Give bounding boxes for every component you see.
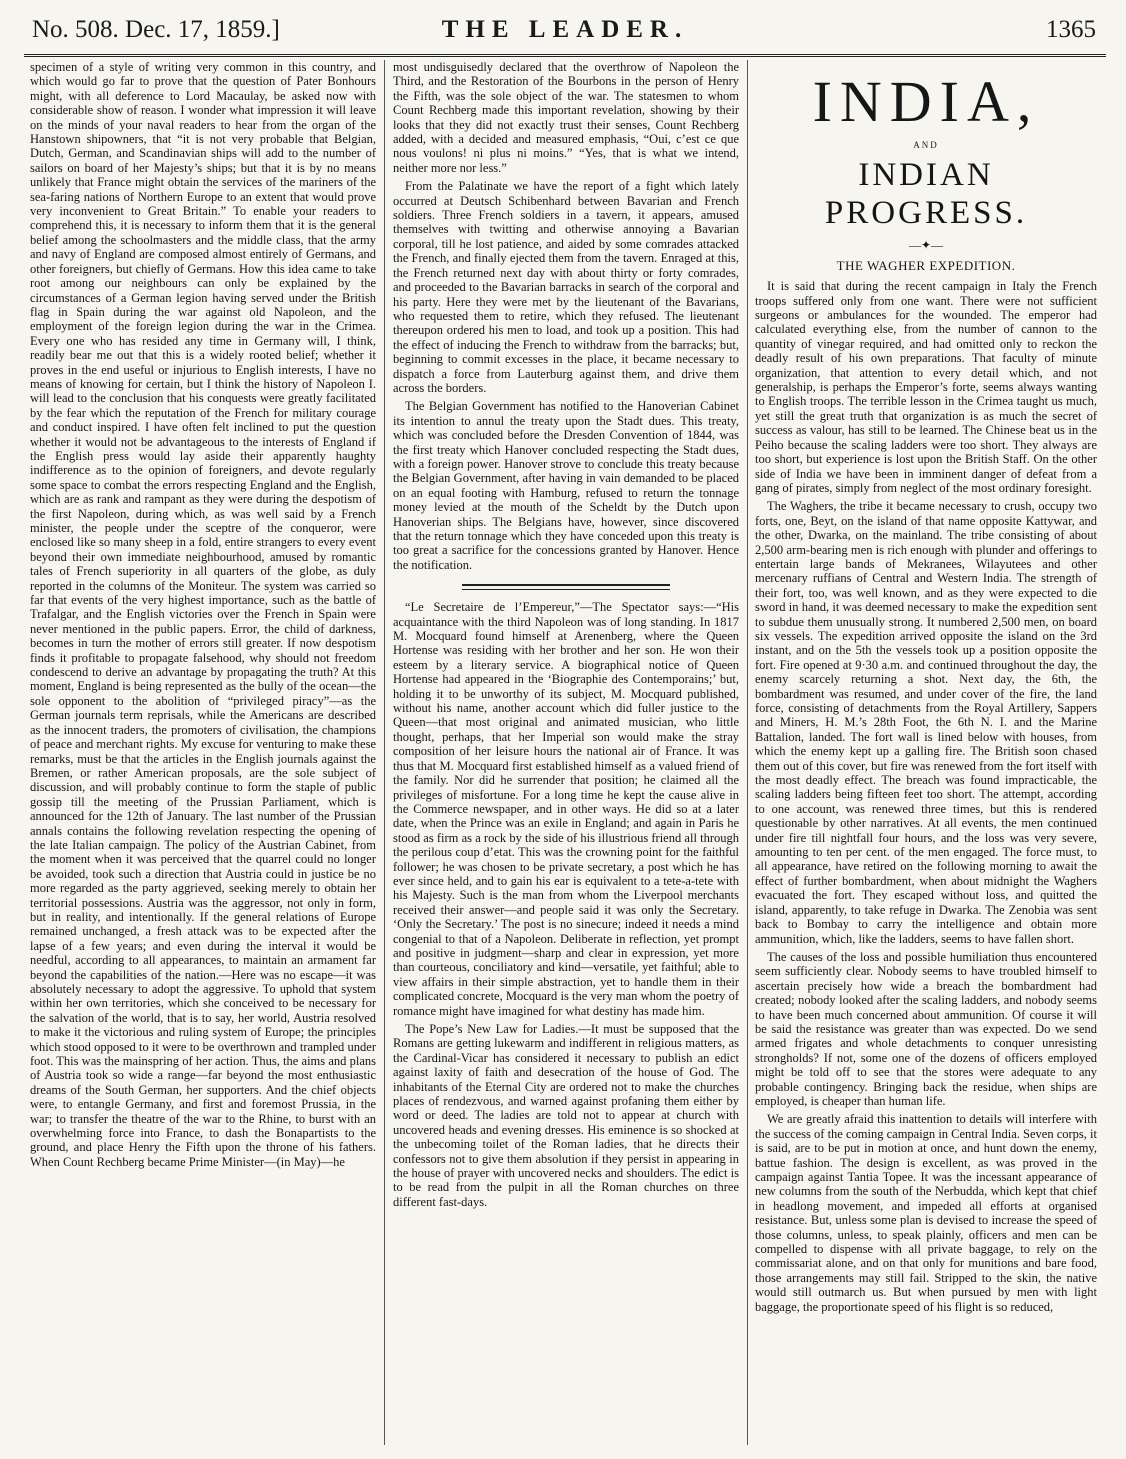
masthead [24, 14, 1106, 57]
ornament-divider: —✦— [908, 238, 944, 253]
column-left [30, 60, 376, 1445]
section-title: INDIA, [812, 69, 1040, 134]
article-paragraph: “Le Secretaire de l’Empereur,”—The Spectator says:—“His acquaintance with the third Napoleon was of long standing. In 1817 M. Mocquard found himself at Arenenberg, where the Queen Hortense was residing with her brother and her son. He won their esteem by a literary service. A biographical notice of Queen Hortense had appeared in the ‘Biographie des Contemporains;’ but, holding it to be unworthy of its subject, M. Mocquard published, without his name, another account which did fuller justice to the Queen—that most original and animated musician, who little thought, perhaps, that her Imperial son would make the stray composition of her leisure hours the national air of France. It was thus that M. Mocquard first established himself as a valued friend of the family. Nor did he surrender that position; he claimed all the privileges of misfortune. For a long time he kept the cause alive in the Commerce newspaper, and in other ways. He did so at a later date, when the Prince was an exile in England; and again in Paris he stood as firm as a rock by the side of his illustrious friend all through the perilous coup d’etat. This was the crowning point for the faithful follower; he was chosen to be private secretary, a post which he has ever since held, and to gain his ear is equivalent to a tete-a-tete with his Majesty. Such is the man from whom the Liverpool merchants received their answer—and people said it was only the Secretary. ‘Only the Secretary.’ The post is no sinecure; indeed it needs a mind congenial to that of a Napoleon. Deliberate in reflection, yet prompt and positive in judgment—sharp and clear in expression, yet more than courteous, conciliatory and kind—versatile, yet faithful; able to view affairs in their simple abstraction, yet to handle them in their complicated concrete, Mocquard is the very man whom the poetry of romance might have imagined for what destiny has made him. [393, 600, 739, 1018]
column-right [755, 60, 1097, 1445]
page-number: 1365 [1046, 16, 1096, 43]
article-paragraph: The causes of the loss and possible humiliation thus encountered seem sufficiently clear. Nobody seems to have troubled himself to ascertain precisely how wide a breach the bombardment had created; nobody looked after the scaling ladders, and nobody seems to have been much concerned about ammunition. Of course it will be said the resistance was greater than was expected. Do we send armed frigates and whole detachments to conquer unresisting strongholds? If not, some one of the dozens of officers employed might be told off to see that the stores were adequate to any probable contingency. Bringing back the residue, when ships are employed, is cheaper than human life. [755, 949, 1097, 1108]
article-paragraph: We are greatly afraid this inattention to details will interfere with the success of the coming campaign in Central India. Seven corps, it is said, are to be put in motion at once, and hunt down the enemy, battue fashion. The design is excellent, as was proved in the campaign against Tantia Topee. It was the incessant appearance of new columns from the south of the Nerbudda, which kept that chief in headlong movement, and impeded all efforts at organised resistance. But, unless some plan is devised to increase the speed of those columns, unless, to speak plainly, officers and men can be compelled to dispense with all private baggage, to rely on the commissariat alone, and on that only for munitions and bare food, those arrangements may still fail. Stripped to the skin, the native would still outmarch us. But when pursued by men with light baggage, the proportionate speed of his flight is so reduced, [755, 1112, 1097, 1314]
section-separator [462, 584, 670, 590]
article-paragraph: The Belgian Government has notified to the Hanoverian Cabinet its intention to annul the treaty upon the Stadt dues. This treaty, which was concluded before the Dresden Convention of 1844, was the first treaty which Hanover concluded respecting the Stadt dues, with a foreign power. Hanover strove to conclude this treaty because the Belgian Government, after having in vain demanded to be placed on an equal footing with Hamburg, refused to return the tonnage money levied at the mouth of the Scheldt by the Dutch upon Hanoverian ships. The Belgians have, however, since discovered that the return tonnage which they have conceded upon this treaty is too great a sacrifice for the concessions granted by Hanover. Hence the notification. [393, 399, 739, 572]
section-subtitle: INDIAN PROGRESS. [824, 157, 1028, 232]
article-paragraph: specimen of a style of writing very common in this country, and which would go far to prove that the question of Pater Bonhours might, with all deference to Lord Macaulay, be asked now with considerable show of reason. I wonder what impression it will leave on the minds of your naval readers to hear from the organ of the Hanstown shipowners, that “it is not very probable that Belgian, Dutch, German, and Scandinavian ships will add to the number of sailors on board of her Majesty’s ships; but that it is by no means unlikely that France might obtain the services of the mariners of the sea-faring nations of Northern Europe to an extent that would prove very inconvenient to Great Britain.” To enable your readers to comprehend this, it is necessary to inform them that it is the general belief among the schoolmasters and the middle class, that the army and navy of England are composed almost entirely of Germans, and other foreigners, but chiefly of Germans. How this idea came to take root among our neighbours can only be explained by the circumstances of a German legion having served under the British flag in Spain during the war against old Napoleon, and the employment of the foreign legion during the war in the Crimea. Every one who has resided any time in Germany will, I think, readily bear me out that this is a widely rooted belief; whether it proves in the end useful or injurious to English interests, I have no means of knowing for certain, but I think the history of Napoleon I. will lead to the conclusion that his conquests were greatly facilitated by the fear which the reputation of the French for military courage and conduct inspired. I have often felt inclined to put the question whether it would not be advantageous to the interests of England if the English press would lay aside their apparently haughty indifference as to the opinion of foreigners, and devote regularly some space to combat the errors respecting England and the English, which are as rank and rampant as they were during the despotism of the first Napoleon, during which, as was well said by a French minister, the people under the sceptre of the conqueror, were enclosed like so many sheep in a fold, entire strangers to every event beyond their own immediate neighbourhood, amused by romantic tales of French superiority in all quarters of the globe, as duly reported in the columns of the Moniteur. The system was carried so far that events of the very highest importance, such as the battle of Trafalgar, and the English victories over the French in Spain were never mentioned in the public papers. Error, the child of darkness, becomes in turn the mother of errors still greater. If now despotism finds it profitable to propagate falsehood, why should not freedom condescend to derive an advantage by propagating the truth? At this moment, England is being represented as the bully of the ocean—the sole opponent to the abolition of “privileged piracy”—as the German journals term reprisals, while the Americans are described as the innocent traders, the promoters of civilisation, the champions of peace and merchant rights. My excuse for venturing to make these remarks, must be that the articles in the English journals against the Bremen, or rather American proposals, are the sole subject of discussion, and will probably continue to form the staple of public gossip till the meeting of the Prussian Parliament, which is announced for the 12th of January. The last number of the Prussian annals contains the following revelation respecting the opening of the late Italian campaign. The policy of the Austrian Cabinet, from the moment when it was perceived that the quarrel could no longer be avoided, took such a direction that Austria could in justice be no more regarded as the party aggrieved, seeking merely to obtain her territorial possessions. Austria was the aggressor, not only in form, but in reality, and intentionally. If the general relations of Europe remained unchanged, a fresh attack was to be expected after the lapse of a few years; and even during the interval it would be needful, according to all appearances, to maintain an armament far beyond the capabilities of the nation.—Here was no escape—it was absolutely necessary to adopt the aggressive. To uphold that system within her own territories, which she conceived to be necessary for the salvation of the world, that is to say, her world, Austria resolved to make it the victorious and ruling system of Europe; the principles which stood opposed to it were to be overthrown and trampled under foot. This was the mainspring of her action. Thus, the aims and plans of Austria took so wide a range—far beyond the most enthusiastic dreams of the South German, her supporters. And the chief objects were, to entangle Germany, and first and foremost Prussia, in the war; to transfer the theatre of the war to the Rhine, to burst with an overwhelming force into France, to dash the Bonapartists to the ground, and place Henry the Fifth upon the throne of his fathers. When Count Rechberg became Prime Minister—(in May)—he [30, 60, 376, 1169]
article-paragraph: From the Palatinate we have the report of a fight which lately occurred at Deutsch Schibenhard between Bavarian and French soldiers. Three French soldiers in a tavern, it appears, amused themselves with twitting and otherwise annoying a Bavarian corporal, till he lost patience, and aided by some comrades attacked the French, and finally ejected them from the tavern. Enraged at this, the French returned next day with about thirty or forty comrades, and proceeded to the Bavarian barracks in search of the corporal and his party. Here they were met by the lieutenant of the Bavarians, who requested them to retire, which they refused. The lieutenant thereupon ordered his men to load, and took up a position. This had the effect of inducing the French to withdraw from the barracks; but, beginning to commit excesses in the place, it became necessary to dispatch a force from Lauterburg against them, and drive them across the borders. [393, 179, 739, 395]
title-conjunction: AND [913, 140, 939, 150]
column-rule [384, 60, 385, 1445]
article-paragraph: most undisguisedly declared that the overthrow of Napoleon the Third, and the Restoration of the Bourbons in the person of Henry the Fifth, was the sole object of the war. The statesmen to whom Count Rechberg made this important revelation, showing by their looks that they did not exactly trust their senses, Count Rechberg added, with a decided and measured emphasis, “Oui, c’est ce que nous voulons! ni plus ni moins.” “Yes, that is what we intend, neither more nor less.” [393, 60, 739, 175]
article-paragraph: The Pope’s New Law for Ladies.—It must be supposed that the Romans are getting lukewarm and indifferent in religious matters, as the Cardinal-Vicar has considered it necessary to publish an edict against laxity of faith and desecration of the house of God. The inhabitants of the Eternal City are ordered not to make the churches places of rendezvous, and warned against profaning them either by word or deed. The ladies are told not to appear at church with uncovered heads and evening dresses. His eminence is so shocked at the unbecoming toilet of the Roman ladies, that he directs their confessors not to give them absolution if they persist in appearing in the house of prayer with uncovered necks and shoulders. The edict is to be read from the pulpit in all the Roman churches on three different fast-days. [393, 1022, 739, 1209]
column-middle [393, 60, 739, 1445]
article-paragraph: The Waghers, the tribe it became necessary to crush, occupy two forts, one, Beyt, on the island of that name opposite Kattywar, and the other, Dwarka, on the mainland. The tribe consisting of about 2,500 arm-bearing men is rich enough with plunder and offerings to entertain large bands of Mekranees, Wilayutees and other mercenary ruffians of Central and Western India. The strength of their fort, too, was well known, and as they were expected to die sword in hand, it was deemed necessary to make the expedition sent to subdue them unusually strong. It numbered 2,500 men, on board six vessels. The expedition arrived opposite the island on the 3rd instant, and on the 5th the vessels took up a position opposite the fort. Fire opened at 9·30 a.m. and continued throughout the day, the enemy scarcely returning a shot. Next day, the 6th, the bombardment was resumed, and under cover of the fire, the land force, consisting of detachments from the Royal Artillery, Sappers and Miners, H. M.’s 28th Foot, the 6th N. I. and the Marine Battalion, landed. The fort wall is lined below with houses, from which the enemy kept up a galling fire. The British soon chased them out of this cover, but fire was renewed from the fort itself with the most deadly effect. The breach was found impracticable, the scaling ladders being fifteen feet too short. The attempt, according to one account, was renewed three times, but this is rendered questionable by other narratives. At all events, the men continued under fire till nightfall four hours, and the loss was very severe, amounting to ten per cent. of the men engaged. The force must, to all appearance, have retired on the following morning to await the effect of further bombardment, when about midnight the Waghers evacuated the fort. They escaped without loss, and quitted the island, apparently, to take refuge in Dwarka. The Zenobia was sent back to Bombay to carry the intelligence and obtain more ammunition, which, like the ladders, seems to have fallen short. [755, 499, 1097, 946]
issue-number-date: No. 508. Dec. 17, 1859.] [32, 16, 280, 43]
newspaper-title: THE LEADER. [441, 16, 689, 43]
article-heading: THE WAGHER EXPEDITION. [836, 257, 1016, 273]
article-paragraph: It is said that during the recent campaign in Italy the French troops suffered only from one want. There were not sufficient surgeons or ambulances for the wounded. The emperor had calculated everything else, from the number of cannon to the quantity of vinegar required, and had omitted only to reckon the deadly result of his own preparations. That faculty of minute organization, that attention to every detail which, and not generalship, is perhaps the Emperor’s forte, seems always wanting to English troops. The terrible lesson in the Crimea taught us much, yet still the great truth that organization is as much the secret of success as valour, has still to be learned. The Chinese beat us in the Peiho because the scaling ladders were too short. They always are too short, but experience is lost upon the British Staff. On the other side of India we have been in imminent danger of defeat from a gang of pirates, simply from neglect of the most ordinary foresight. [755, 279, 1097, 495]
column-rule [747, 60, 748, 1445]
